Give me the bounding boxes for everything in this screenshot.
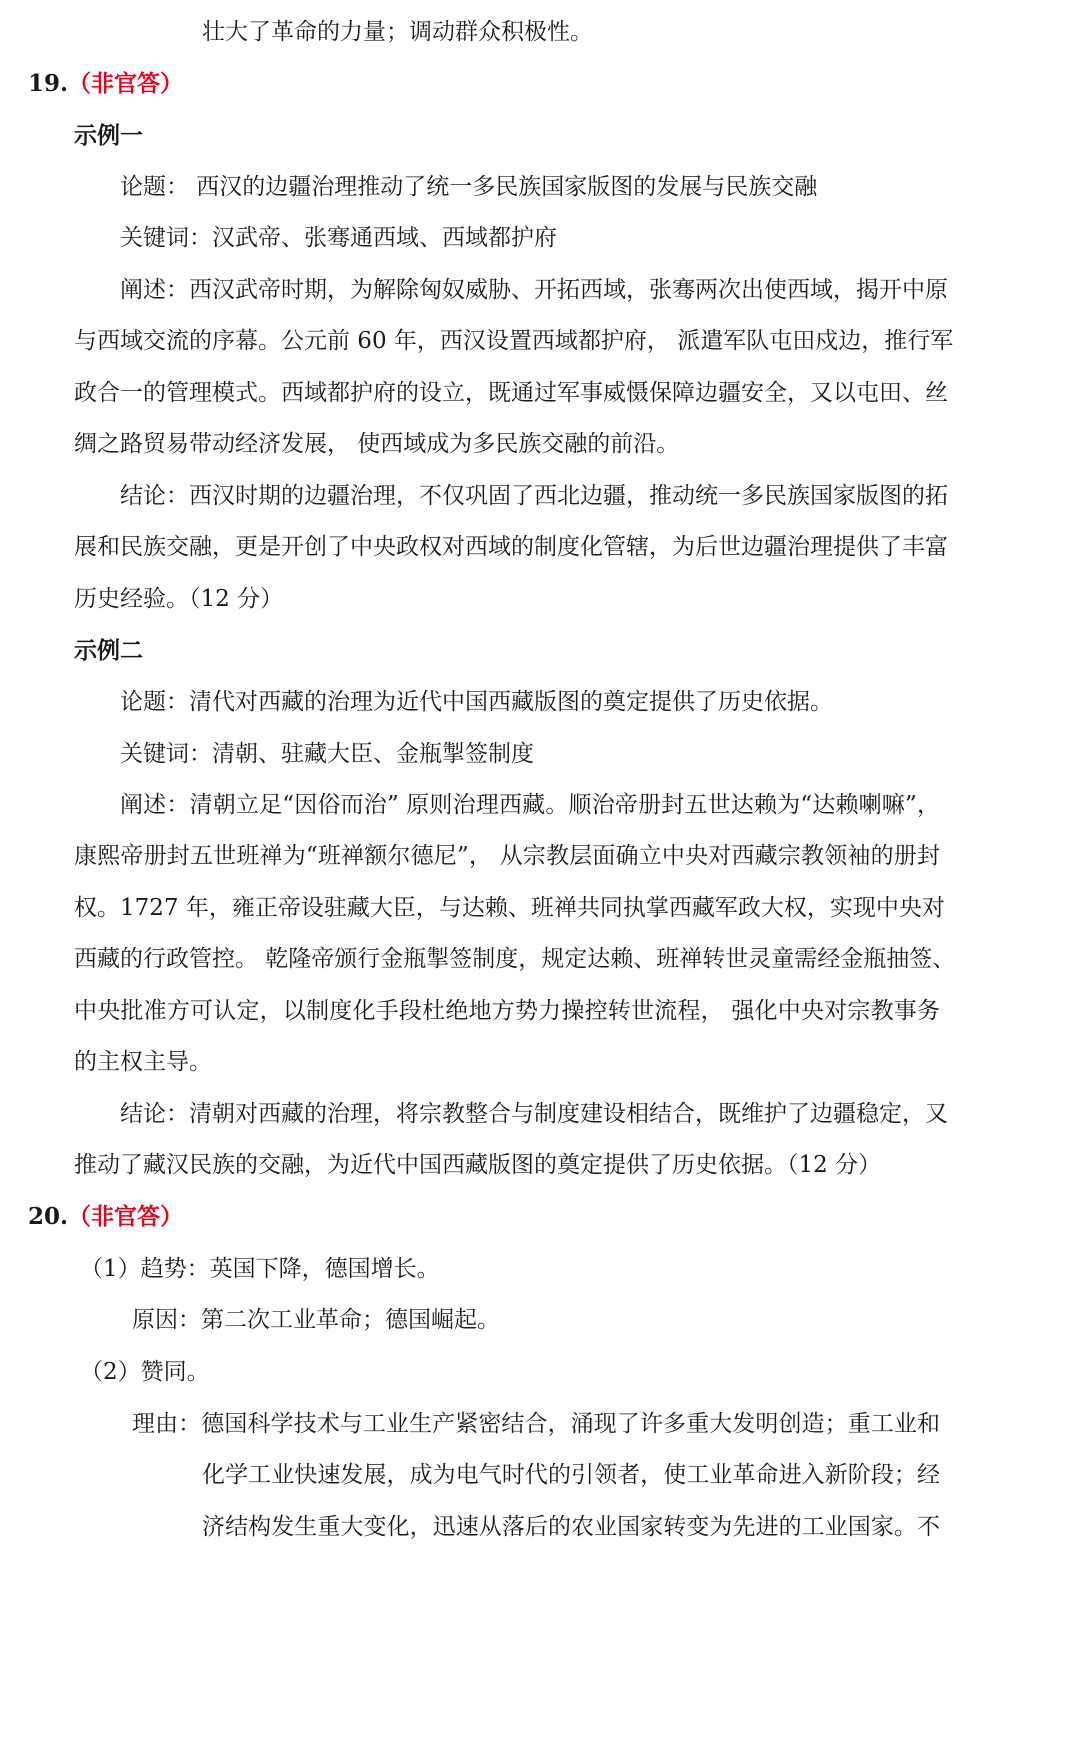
q20-part2: （2）赞同。 <box>80 1359 210 1385</box>
example-1-topic: 论题： 西汉的边疆治理推动了统一多民族国家版图的发展与民族交融 <box>120 174 818 200</box>
example-2-elaboration-line: 中央批准方可认定，以制度化手段杜绝地方势力操控转世流程， 强化中央对宗教事务 <box>74 998 940 1024</box>
q20-reason-line: 化学工业快速发展，成为电气时代的引领者，使工业革命进入新阶段；经 <box>202 1462 940 1488</box>
question-20-number: 20. <box>28 1203 69 1230</box>
example-1-elaboration-line: 政合一的管理模式。西域都护府的设立，既通过军事威慑保障边疆安全，又以屯田、丝 <box>74 380 948 406</box>
example-2-elaboration-line: 康熙帝册封五世班禅为“班禅额尔德尼”， 从宗教层面确立中央对西藏宗教领袖的册封 <box>74 843 940 869</box>
example-1-title: 示例一 <box>74 122 143 149</box>
question-19-tag: （非官答） <box>68 70 184 97</box>
example-1-conclusion-line: 结论：西汉时期的边疆治理，不仅巩固了西北边疆，推动统一多民族国家版图的拓 <box>120 483 948 509</box>
q20-reason-line: 济结构发生重大变化，迅速从落后的农业国家转变为先进的工业国家。不 <box>202 1514 940 1540</box>
example-1-elaboration-line: 绸之路贸易带动经济发展， 使西域成为多民族交融的前沿。 <box>74 431 680 457</box>
example-2-keywords: 关键词：清朝、驻藏大臣、金瓶掣签制度 <box>120 741 534 767</box>
question-20-header <box>28 1201 183 1233</box>
example-1-conclusion-line: 展和民族交融，更是开创了中央政权对西域的制度化管辖，为后世边疆治理提供了丰富 <box>74 534 948 560</box>
example-1-elaboration-line: 与西域交流的序幕。公元前 60 年，西汉设置西域都护府， 派遣军队屯田戍边，推行军 <box>74 328 954 354</box>
q20-part1-trend: （1）趋势：英国下降，德国增长。 <box>80 1256 440 1282</box>
example-2-conclusion-line: 结论：清朝对西藏的治理，将宗教整合与制度建设相结合，既维护了边疆稳定，又 <box>120 1101 948 1127</box>
example-2-elaboration-line: 西藏的行政管控。 乾隆帝颁行金瓶掣签制度，规定达赖、班禅转世灵童需经金瓶抽签、 <box>74 946 956 972</box>
example-2-elaboration-line: 阐述：清朝立足“因俗而治” 原则治理西藏。顺治帝册封五世达赖为“达赖喇嘛”， <box>120 792 940 818</box>
example-1-elaboration-line: 阐述：西汉武帝时期，为解除匈奴威胁、开拓西域，张骞两次出使西域，揭开中原 <box>120 277 948 303</box>
example-2-title: 示例二 <box>74 637 143 664</box>
q20-reason-line: 理由：德国科学技术与工业生产紧密结合，涌现了许多重大发明创造；重工业和 <box>132 1411 940 1437</box>
example-2-elaboration-line: 权。1727 年，雍正帝设驻藏大臣，与达赖、班禅共同执掌西藏军政大权，实现中央对 <box>74 895 945 921</box>
example-2-elaboration-line: 的主权主导。 <box>74 1049 212 1075</box>
example-2-conclusion-line: 推动了藏汉民族的交融，为近代中国西藏版图的奠定提供了历史依据。（12 分） <box>74 1152 882 1178</box>
q20-part1-reason: 原因：第二次工业革命；德国崛起。 <box>132 1307 500 1333</box>
example-1-keywords: 关键词：汉武帝、张骞通西域、西域都护府 <box>120 225 557 251</box>
example-1-conclusion-line: 历史经验。（12 分） <box>74 586 284 612</box>
example-2-topic: 论题：清代对西藏的治理为近代中国西藏版图的奠定提供了历史依据。 <box>120 689 833 715</box>
continuation-line: 壮大了革命的力量；调动群众积极性。 <box>202 19 593 45</box>
question-19-number: 19. <box>28 70 69 97</box>
question-19-header <box>28 68 183 100</box>
question-20-tag: （非官答） <box>68 1203 184 1230</box>
